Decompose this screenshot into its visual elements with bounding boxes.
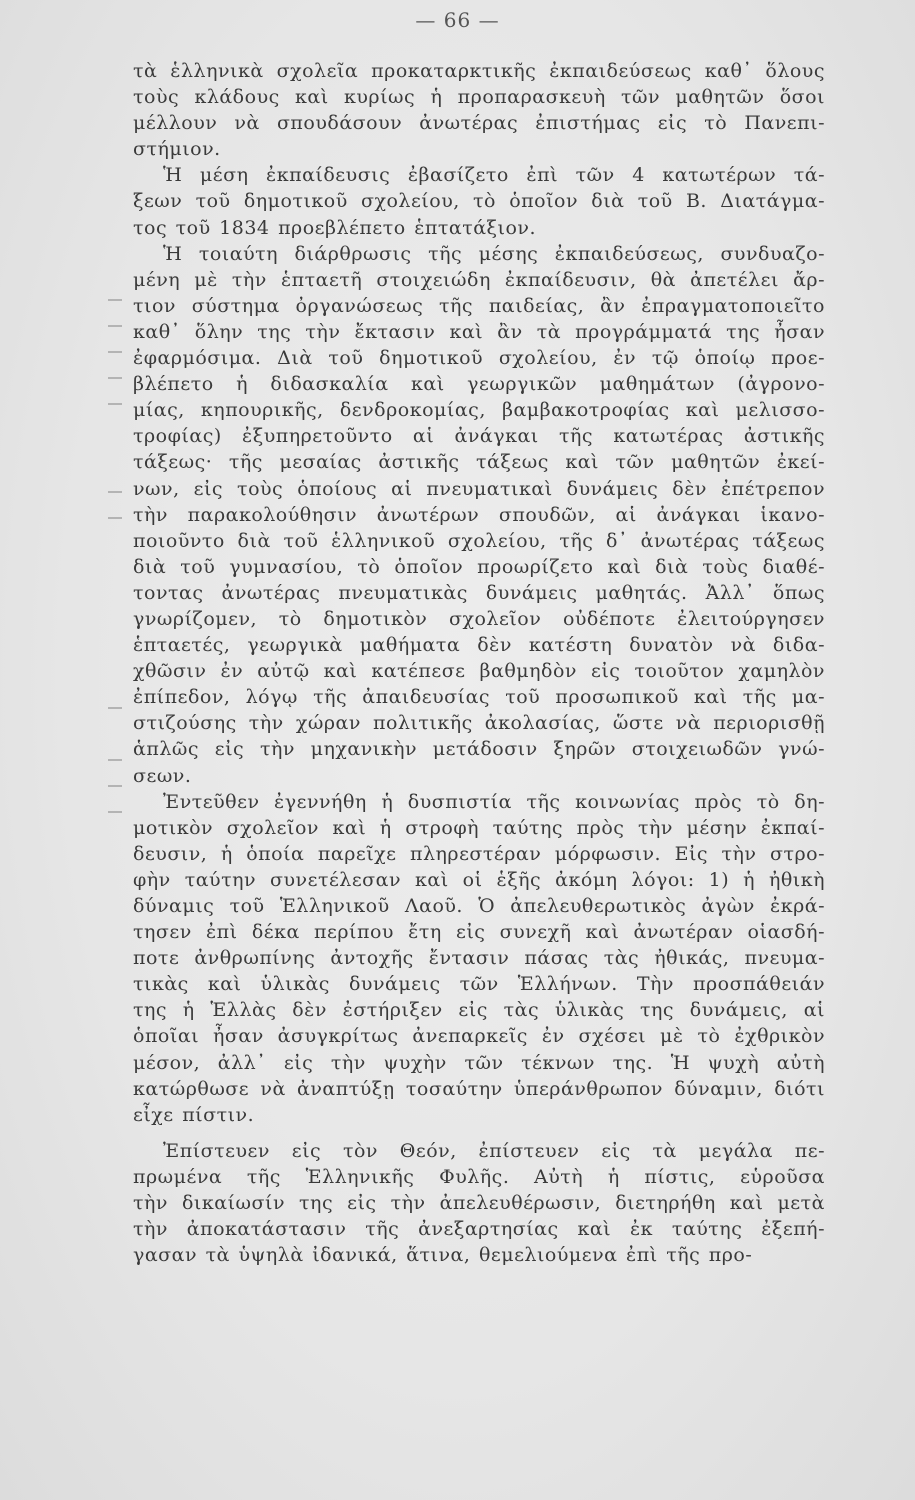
- text-line: ὁποῖαι ἦσαν ἀσυγκρίτως ἀνεπαρκεῖς ἐν σχέσει μὲ τὸ ἐχθρικὸν: [133, 1025, 825, 1048]
- text-line: Ἐντεῦθεν ἐγεννήθη ἡ δυσπιστία τῆς κοινωνίας πρὸς τὸ δη-: [163, 790, 825, 813]
- text-line: ποιοῦντο διὰ τοῦ ἑλληνικοῦ σχολείου, τῆς δ᾽ ἀνωτέρας τάξεως: [133, 529, 825, 552]
- margin-pencil-mark: [108, 377, 122, 379]
- margin-pencil-mark: [108, 351, 122, 353]
- text-line: τος τοῦ 1834 προεβλέπετο ἑπτατάξιον.: [133, 216, 537, 239]
- text-line: νων, εἰς τοὺς ὁποίους αἱ πνευματικαὶ δυνάμεις δὲν ἐπέτρεπον: [133, 477, 825, 500]
- text-line: της ἡ Ἑλλὰς δὲν ἐστήριξεν εἰς τὰς ὑλικὰς της δυνάμεις, αἱ: [133, 999, 825, 1022]
- text-line: ἑπταετές, γεωργικὰ μαθήματα δὲν κατέστη δυνατὸν νὰ διδα-: [133, 634, 825, 657]
- text-line: τησεν ἐπὶ δέκα περίπου ἔτη εἰς συνεχῆ καὶ ἀνωτέραν οἱασδή-: [133, 921, 825, 944]
- paragraph: [133, 162, 825, 240]
- body-text: [133, 58, 825, 1268]
- margin-pencil-mark: [108, 403, 122, 405]
- paragraph: [133, 789, 825, 1128]
- text-line: ποτε ἀνθρωπίνης ἀντοχῆς ἔντασιν πάσας τὰς ἠθικάς, πνευμα-: [133, 947, 825, 970]
- page-number: — 66 —: [415, 8, 500, 32]
- text-line: καθ᾽ ὅλην της τὴν ἔκτασιν καὶ ἂν τὰ προγράμματά της ἦσαν: [133, 320, 825, 343]
- text-line: στήμιον.: [133, 138, 221, 161]
- text-line: τὰ ἑλληνικὰ σχολεῖα προκαταρκτικῆς ἐκπαιδεύσεως καθ᾽ ὅλους: [133, 60, 825, 82]
- text-line: δύναμις τοῦ Ἑλληνικοῦ Λαοῦ. Ὁ ἀπελευθερωτικὸς ἀγὼν ἐκρά-: [133, 895, 825, 917]
- text-line: στιζούσης τὴν χώραν πολιτικῆς ἀκολασίας, ὥστε νὰ περιορισθῇ: [133, 712, 825, 735]
- text-line: κατώρθωσε νὰ ἀναπτύξῃ τοσαύτην ὑπεράνθρωπον δύναμιν, διότι: [133, 1077, 825, 1100]
- margin-pencil-mark: [108, 491, 122, 493]
- text-line: Ἐπίστευεν εἰς τὸν Θεόν, ἐπίστευεν εἰς τὰ μεγάλα πε-: [163, 1139, 825, 1162]
- text-line: μοτικὸν σχολεῖον καὶ ἡ στροφὴ ταύτης πρὸς τὴν μέσην ἐκπαί-: [133, 816, 825, 839]
- margin-pencil-mark: [108, 325, 122, 327]
- paragraph: [133, 58, 825, 162]
- text-line: τὴν ἀποκατάστασιν τῆς ἀνεξαρτησίας καὶ ἐκ ταύτης ἐξεπή-: [133, 1218, 825, 1241]
- margin-pencil-mark: [108, 707, 122, 709]
- text-line: μέσον, ἀλλ᾽ εἰς τὴν ψυχὴν τῶν τέκνων της. Ἡ ψυχὴ αὐτὴ: [133, 1051, 825, 1074]
- text-line: μίας, κηπουρικῆς, δενδροκομίας, βαμβακοτροφίας καὶ μελισσο-: [133, 399, 825, 422]
- text-line: τοντας ἀνωτέρας πνευματικὰς δυνάμεις μαθητάς. Ἀλλ᾽ ὅπως: [133, 581, 825, 604]
- text-line: τὴν παρακολούθησιν ἀνωτέρων σπουδῶν, αἱ ἀνάγκαι ἱκανο-: [133, 503, 825, 526]
- text-line: πρωμένα τῆς Ἑλληνικῆς Φυλῆς. Αὐτὴ ἡ πίστις, εὑροῦσα: [133, 1165, 825, 1188]
- text-line: ἁπλῶς εἰς τὴν μηχανικὴν μετάδοσιν ξηρῶν στοιχειωδῶν γνώ-: [133, 738, 825, 761]
- text-line: βλέπετο ἡ διδασκαλία καὶ γεωργικῶν μαθημάτων (ἀγρονο-: [133, 373, 825, 396]
- text-line: μένη μὲ τὴν ἑπταετῆ στοιχειώδη ἐκπαίδευσιν, θὰ ἀπετέλει ἄρ-: [133, 268, 825, 291]
- text-line: τάξεως· τῆς μεσαίας ἀστικῆς τάξεως καὶ τῶν μαθητῶν ἐκεί-: [133, 451, 825, 474]
- text-line: χθῶσιν ἐν αὐτῷ καὶ κατέπεσε βαθμηδὸν εἰς τοιοῦτον χαμηλὸν: [133, 660, 825, 683]
- text-line: τροφίας) ἐξυπηρετοῦντο αἱ ἀνάγκαι τῆς κατωτέρας ἀστικῆς: [133, 425, 825, 448]
- text-line: τιον σύστημα ὀργανώσεως τῆς παιδείας, ἂν ἐπραγματοποιεῖτο: [133, 294, 825, 317]
- text-line: Ἡ τοιαύτη διάρθρωσις τῆς μέσης ἐκπαιδεύσεως, συνδυαζο-: [163, 242, 825, 265]
- text-line: τοὺς κλάδους καὶ κυρίως ἡ προπαρασκευὴ τῶν μαθητῶν ὅσοι: [133, 86, 825, 109]
- margin-pencil-mark: [108, 299, 122, 301]
- text-line: εἶχε πίστιν.: [133, 1103, 255, 1126]
- margin-pencil-mark: [108, 811, 122, 813]
- text-line: μέλλουν νὰ σπουδάσουν ἀνωτέρας ἐπιστήμας εἰς τὸ Πανεπι-: [133, 112, 825, 135]
- text-line: ξεων τοῦ δημοτικοῦ σχολείου, τὸ ὁποῖον διὰ τοῦ Β. Διατάγμα-: [133, 190, 825, 213]
- text-line: τικὰς καὶ ὑλικὰς δυνάμεις τῶν Ἑλλήνων. Τὴν προσπάθειάν: [133, 973, 825, 996]
- text-line: διὰ τοῦ γυμνασίου, τὸ ὁποῖον προωρίζετο καὶ διὰ τοὺς διαθέ-: [133, 555, 825, 578]
- margin-pencil-mark: [108, 517, 122, 519]
- text-line: τὴν δικαίωσίν της εἰς τὴν ἀπελευθέρωσιν, διετηρήθη καὶ μετὰ: [133, 1192, 825, 1215]
- text-line: σεων.: [133, 764, 192, 787]
- text-line: ἐπίπεδον, λόγῳ τῆς ἀπαιδευσίας τοῦ προσωπικοῦ καὶ τῆς μα-: [133, 686, 825, 709]
- text-line: ἐφαρμόσιμα. Διὰ τοῦ δημοτικοῦ σχολείου, ἐν τῷ ὁποίῳ προε-: [133, 347, 825, 370]
- paragraph: [133, 241, 825, 789]
- text-line: φὴν ταύτην συνετέλεσαν καὶ οἱ ἑξῆς ἀκόμη λόγοι: 1) ἡ ἠθικὴ: [133, 868, 825, 891]
- text-line: γασαν τὰ ὑψηλὰ ἰδανικά, ἅτινα, θεμελιούμενα ἐπὶ τῆς προ-: [133, 1244, 753, 1267]
- text-line: Ἡ μέση ἐκπαίδευσις ἐβασίζετο ἐπὶ τῶν 4 κατωτέρων τά-: [163, 164, 825, 187]
- margin-pencil-mark: [108, 759, 122, 761]
- paragraph: [133, 1138, 825, 1268]
- text-line: γνωρίζομεν, τὸ δημοτικὸν σχολεῖον οὐδέποτε ἐλειτούργησεν: [133, 607, 825, 630]
- margin-pencil-mark: [108, 785, 122, 787]
- text-line: δευσιν, ἡ ὁποία παρεῖχε πληρεστέραν μόρφωσιν. Εἰς τὴν στρο-: [133, 842, 825, 865]
